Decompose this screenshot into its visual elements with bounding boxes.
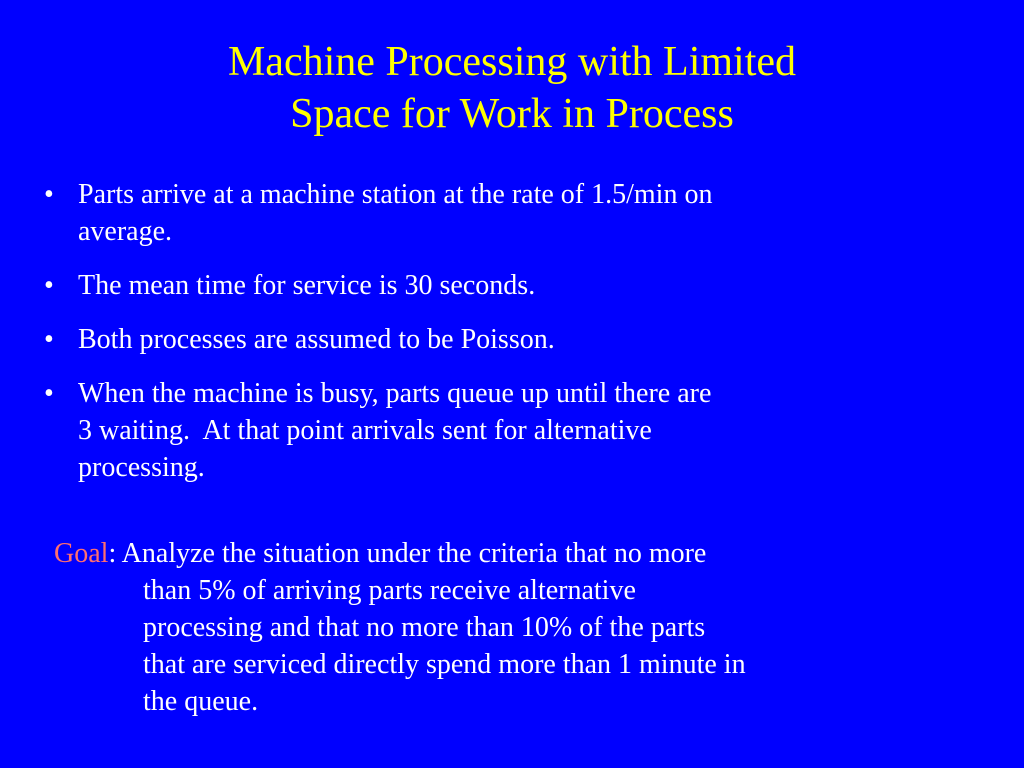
bullet-marker: •	[44, 179, 54, 210]
bullet-text-line: Both processes are assumed to be Poisson.	[78, 324, 555, 355]
goal-text-line: Analyze the situation under the criteria that no more	[121, 538, 707, 569]
bullet-marker: •	[44, 378, 54, 409]
goal-text-line: processing and that no more than 10% of the parts	[143, 612, 706, 643]
bullet-text-line: The mean time for service is 30 seconds.	[78, 270, 536, 301]
bullet-text-line: processing.	[78, 452, 205, 483]
goal-first-line	[54, 535, 994, 572]
slide-title	[0, 36, 1024, 140]
goal-text-line: the queue.	[143, 686, 259, 717]
title-line-2: Space for Work in Process	[290, 91, 734, 137]
goal-text-line: than 5% of arriving parts receive alternative	[143, 575, 636, 606]
bullet-item	[44, 375, 1004, 486]
goal-separator: :	[108, 538, 122, 569]
goal-paragraph	[54, 535, 994, 720]
bullet-marker: •	[44, 270, 54, 301]
bullet-text-line: 3 waiting. At that point arrivals sent for alternative	[78, 415, 652, 446]
bullet-text-line: Parts arrive at a machine station at the rate of 1.5/min on	[78, 179, 713, 210]
bullet-marker: •	[44, 324, 54, 355]
goal-label: Goal	[54, 538, 109, 569]
title-line-1: Machine Processing with Limited	[227, 39, 797, 85]
bullet-text-line: When the machine is busy, parts queue up until there are	[78, 378, 712, 409]
bullet-item	[44, 321, 1004, 358]
bullet-list	[44, 176, 1004, 503]
bullet-text-line: average.	[78, 216, 173, 247]
goal-text-line: that are serviced directly spend more than 1 minute in	[143, 649, 746, 680]
bullet-item	[44, 267, 1004, 304]
bullet-item	[44, 176, 1004, 250]
